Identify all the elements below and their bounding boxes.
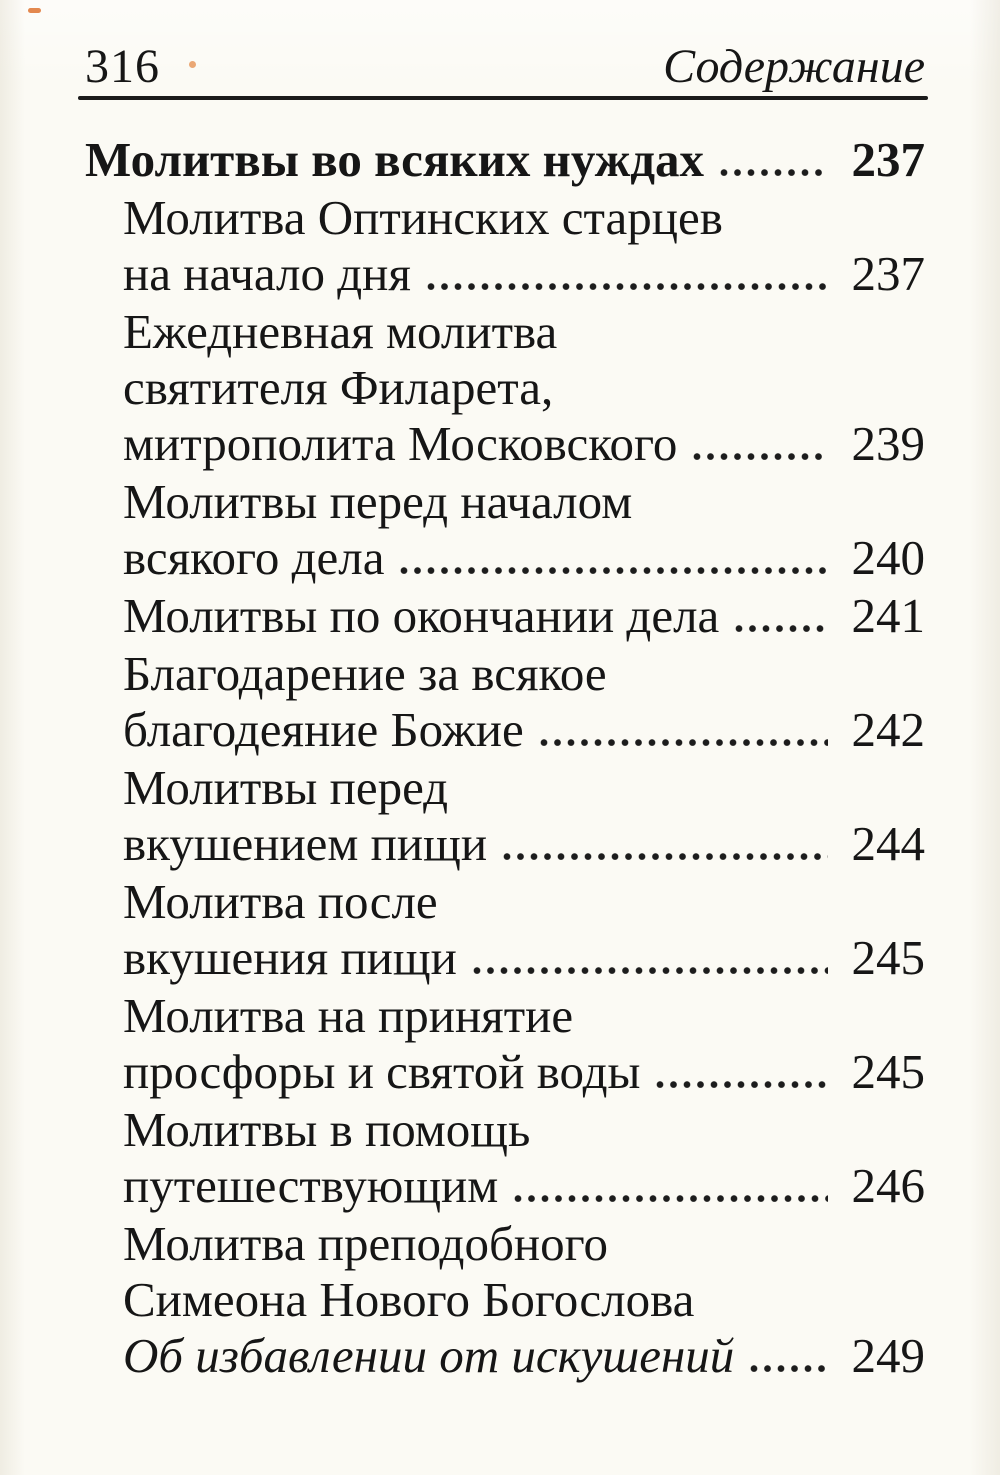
- toc-line: [123, 1102, 925, 1158]
- toc-line: [123, 304, 925, 360]
- toc-line: [123, 530, 925, 586]
- toc-line: [123, 988, 925, 1044]
- toc-entry: [85, 988, 925, 1100]
- toc-entry: [85, 874, 925, 986]
- toc-line: [123, 874, 925, 930]
- scan-artifact-speck: [28, 8, 41, 13]
- toc-entry: [85, 1102, 925, 1214]
- entry-text: Молитвы в помощь: [123, 1102, 531, 1157]
- entry-text: благодеяние Божие: [123, 702, 524, 757]
- entry-page-number: 244: [851, 816, 925, 871]
- toc-line: [123, 760, 925, 816]
- entry-page-number: 246: [851, 1158, 925, 1213]
- toc-line: [123, 588, 925, 644]
- toc-line: [123, 1158, 925, 1214]
- header-rule: [78, 96, 928, 100]
- entry-text: святителя Филарета,: [123, 360, 554, 415]
- dot-leader: [693, 450, 827, 460]
- entry-text: Молитвы во всяких нуждах: [85, 132, 705, 187]
- entry-text: всякого дела: [123, 530, 385, 585]
- entry-text: Симеона Нового Богослова: [123, 1272, 695, 1327]
- dot-leader: [473, 964, 828, 974]
- entry-page-number: 245: [851, 1044, 925, 1099]
- page-number: 316: [85, 40, 160, 93]
- dot-leader: [514, 1192, 827, 1202]
- entry-text: Молитва на принятие: [123, 988, 574, 1043]
- dot-leader: [400, 564, 827, 574]
- dot-leader: [720, 166, 827, 176]
- toc: [85, 132, 925, 1384]
- entry-page-number: 239: [851, 416, 925, 471]
- entry-page-number: 249: [851, 1328, 925, 1383]
- toc-entry: [85, 474, 925, 586]
- toc-entry: [85, 646, 925, 758]
- entry-text: Молитвы перед началом: [123, 474, 633, 529]
- toc-line: [123, 930, 925, 986]
- toc-entry: [85, 190, 925, 302]
- entry-text: Молитвы по окончании дела: [123, 588, 720, 643]
- toc-line: [123, 1328, 925, 1384]
- entry-page-number: 240: [851, 530, 925, 585]
- entry-text: Молитва преподобного: [123, 1216, 609, 1271]
- toc-line: [123, 474, 925, 530]
- toc-entry: [85, 132, 925, 188]
- dot-leader: [540, 736, 828, 746]
- entry-text: Молитва Оптинских старцев: [123, 190, 723, 245]
- entry-page-number: 245: [851, 930, 925, 985]
- dot-leader: [503, 850, 827, 860]
- toc-entry: [85, 588, 925, 644]
- entry-page-number: 237: [851, 246, 925, 301]
- entry-text: на начало дня: [123, 246, 411, 301]
- toc-line: [123, 816, 925, 872]
- entry-text: путешествующим: [123, 1158, 499, 1213]
- toc-line: [123, 1272, 925, 1328]
- toc-line: [123, 360, 925, 416]
- toc-line: [123, 1216, 925, 1272]
- toc-line: [123, 246, 925, 302]
- dot-leader: [427, 280, 828, 290]
- entry-text: Благодарение за всякое: [123, 646, 607, 701]
- toc-line: [123, 1044, 925, 1100]
- entry-page-number: 241: [851, 588, 925, 643]
- entry-text: Молитвы перед: [123, 760, 449, 815]
- toc-entry: [85, 760, 925, 872]
- entry-text: вкушения пищи: [123, 930, 457, 985]
- toc-entry: [85, 304, 925, 472]
- page-header: [85, 38, 925, 96]
- dot-leader: [656, 1078, 827, 1088]
- toc-line: [123, 646, 925, 702]
- entry-text: митрополита Московского: [123, 416, 678, 471]
- chapter-title: Содержание: [663, 40, 925, 93]
- entry-text: Ежедневная молитва: [123, 304, 558, 359]
- toc-entry: [85, 1216, 925, 1384]
- entry-page-number: 242: [851, 702, 925, 757]
- entry-text: Молитва после: [123, 874, 438, 929]
- toc-line: [85, 132, 925, 188]
- entry-page-number: 237: [851, 132, 925, 187]
- toc-line: [123, 190, 925, 246]
- dot-leader: [750, 1362, 827, 1372]
- toc-line: [123, 702, 925, 758]
- toc-line: [123, 416, 925, 472]
- entry-text: вкушением пищи: [123, 816, 488, 871]
- dot-leader: [735, 622, 827, 632]
- entry-text: просфоры и святой воды: [123, 1044, 641, 1099]
- entry-text: Об избавлении от искушений: [123, 1328, 735, 1383]
